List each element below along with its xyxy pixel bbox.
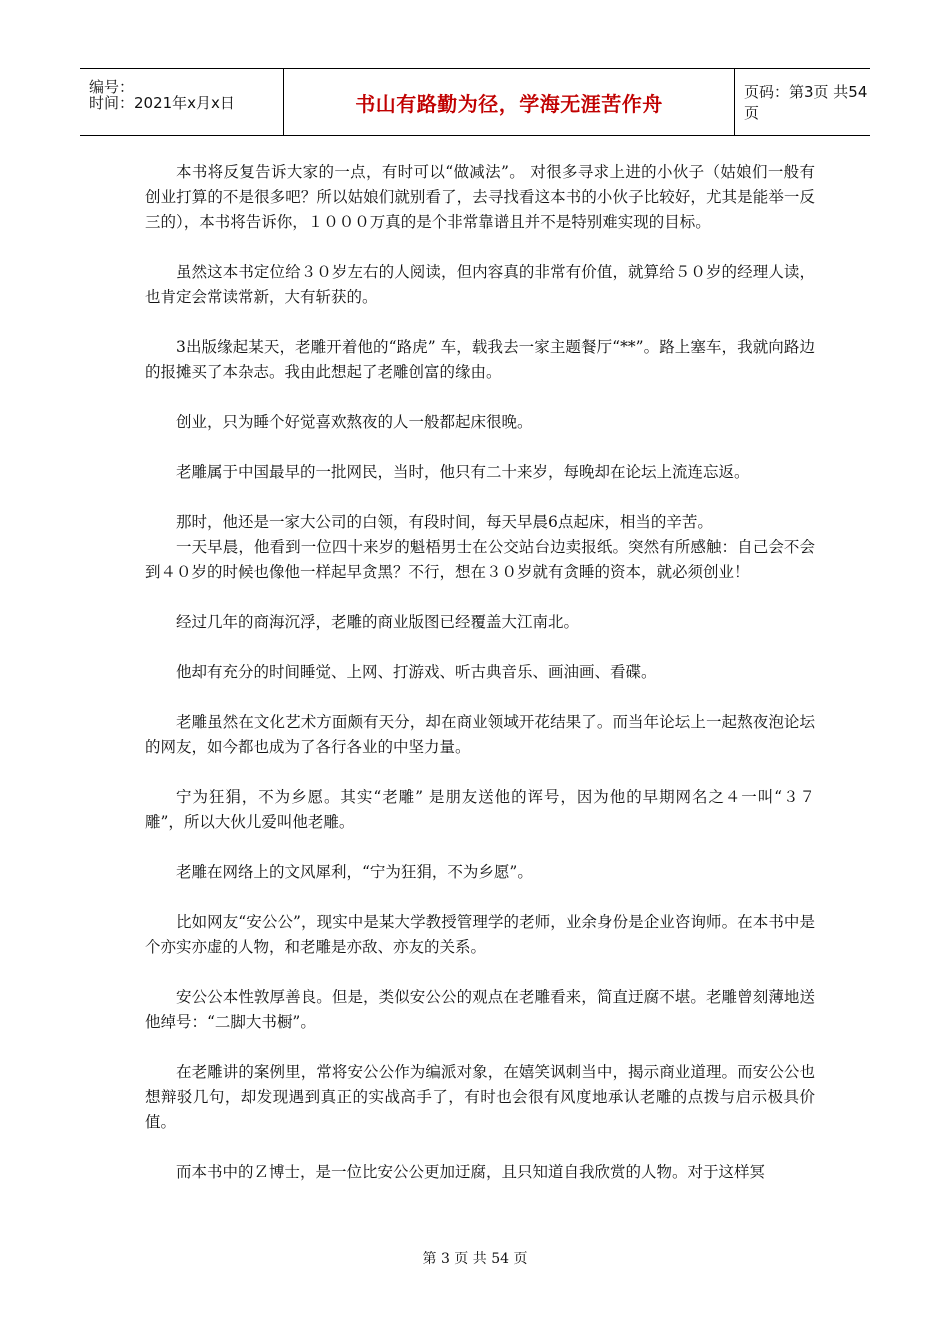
paragraph: 老雕在网络上的文风犀利，“宁为狂狷，不为乡愿”。 xyxy=(176,863,533,881)
paragraph: 而本书中的Ｚ博士，是一位比安公公更加迂腐，且只知道自我欣赏的人物。对于这样冥 xyxy=(176,1163,766,1181)
header-page-cell xyxy=(735,69,870,135)
paragraph: 安公公本性敦厚善良。但是，类似安公公的观点在老雕看来，简直迂腐不堪。老雕曾刻薄地送他绰号：“二脚大书橱”。 xyxy=(145,988,815,1031)
paragraph: 一天早晨，他看到一位四十来岁的魁梧男士在公交站台边卖报纸。突然有所感触：自己会不会到４０岁的时候也像他一样起早贪黑？不行，想在３０岁就有贪睡的资本，就必须创业！ xyxy=(145,538,815,581)
paragraph: 在老雕讲的案例里，常将安公公作为编派对象，在嬉笑讽刺当中，揭示商业道理。而安公公也想辩驳几句，却发现遇到真正的实战高手了，有时也会很有风度地承认老雕的点拨与启示极具价值。 xyxy=(145,1063,815,1131)
page-header xyxy=(80,68,870,136)
page-footer: 第 3 页 共 54 页 xyxy=(422,1251,528,1267)
paragraph: 经过几年的商海沉浮，老雕的商业版图已经覆盖大江南北。 xyxy=(176,613,580,631)
paragraph: 那时，他还是一家大公司的白领，有段时间，每天早晨6点起床，相当的辛苦。 xyxy=(176,513,713,531)
paragraph: 本书将反复告诉大家的一点，有时可以“做减法”。 对很多寻求上进的小伙子（姑娘们一般有创业打算的不是很多吧？所以姑娘们就别看了，去寻找看这本书的小伙子比较好，尤其是能举一反三的），本书将告诉你，１０００万真的是个非常靠谱且并不是特别难实现的目标。 xyxy=(145,163,815,231)
paragraph: 3出版缘起某天，老雕开着他的“路虎” 车，载我去一家主题餐厅“**”。路上塞车，我就向路边的报摊买了本杂志。我由此想起了老雕创富的缘由。 xyxy=(145,338,815,381)
paragraph: 宁为狂狷，不为乡愿。其实“老雕” 是朋友送他的诨号，因为他的早期网名之４一叫“３７雕”，所以大伙儿爱叫他老雕。 xyxy=(145,788,815,831)
doc-number-label: 编号： xyxy=(89,78,135,96)
paragraph: 老雕属于中国最早的一批网民，当时，他只有二十来岁，每晚却在论坛上流连忘返。 xyxy=(176,463,750,481)
paragraph: 创业，只为睡个好觉喜欢熬夜的人一般都起床很晚。 xyxy=(176,413,533,431)
doc-time-label: 时间：2021年x月x日 xyxy=(89,94,235,112)
header-motto-cell xyxy=(283,69,735,135)
paragraph: 老雕虽然在文化艺术方面颇有天分，却在商业领域开花结果了。而当年论坛上一起熬夜泡论坛的网友，如今都也成为了各行各业的中坚力量。 xyxy=(145,713,815,756)
header-motto: 书山有路勤为径，学海无涯苦作舟 xyxy=(355,91,663,116)
document-body xyxy=(145,160,815,1185)
paragraph: 他却有充分的时间睡觉、上网、打游戏、听古典音乐、画油画、看碟。 xyxy=(176,663,657,681)
paragraph: 虽然这本书定位给３０岁左右的人阅读，但内容真的非常有价值，就算给５０岁的经理人读，也肯定会常读常新，大有斩获的。 xyxy=(145,263,815,306)
paragraph: 比如网友“安公公”，现实中是某大学教授管理学的老师，业余身份是企业咨询师。在本书中是个亦实亦虚的人物，和老雕是亦敌、亦友的关系。 xyxy=(145,913,815,956)
header-page-label: 页码：第3页 共54页 xyxy=(744,83,868,122)
header-meta xyxy=(80,69,283,135)
